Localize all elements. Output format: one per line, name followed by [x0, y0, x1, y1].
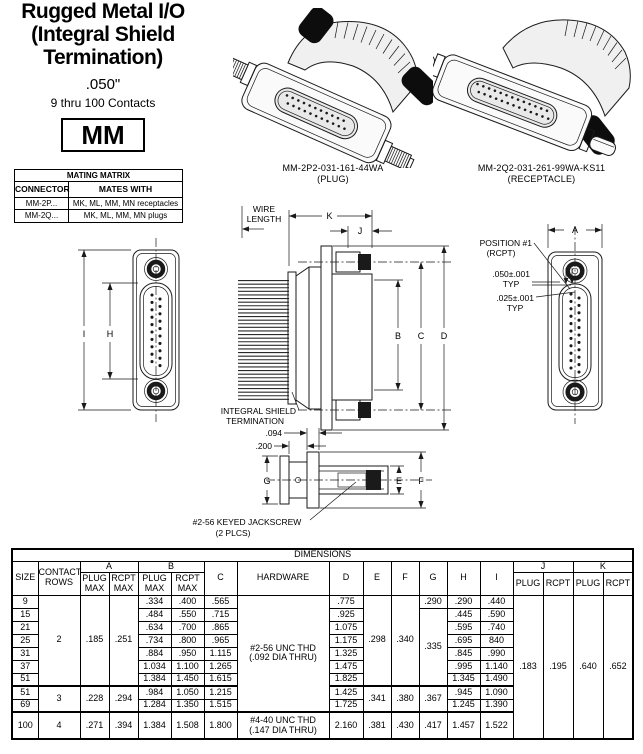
wire-length-label-1: WIRE [252, 204, 276, 214]
col-a: A [80, 561, 138, 572]
cell-d: .925 [329, 608, 363, 621]
cell-a-rcpt: .394 [109, 712, 138, 739]
cell-g: .335 [419, 608, 447, 686]
receptacle-part-number: MM-2Q2-031-261-99WA-KS11 [477, 163, 606, 173]
cell-hardware: #2-56 UNC THD (.092 DIA THRU) [237, 595, 329, 712]
col-hardware: HARDWARE [237, 561, 329, 595]
page-title-line3: Termination) [43, 46, 163, 70]
cell-h: .695 [447, 634, 480, 647]
cell-b-plug: .984 [138, 686, 171, 699]
col-i: I [480, 561, 513, 595]
cell-d: 1.425 [329, 686, 363, 699]
dim-094-label: .094 [265, 428, 282, 438]
cell-b-plug: 1.384 [138, 673, 171, 686]
cell-h: 1.345 [447, 673, 480, 686]
jackscrew-callout-2: (2 PLCS) [215, 528, 251, 538]
cell-d: 1.475 [329, 660, 363, 673]
matrix-connector: MM-2P... [15, 198, 69, 210]
page-title-line1: Rugged Metal I/O [21, 0, 185, 23]
cell-size: 25 [12, 634, 38, 647]
cell-size: 37 [12, 660, 38, 673]
cell-e: .341 [363, 686, 391, 712]
cell-b-plug: .484 [138, 608, 171, 621]
col-g: G [419, 561, 447, 595]
dim-label-g: G [263, 476, 271, 486]
cell-g: .417 [419, 712, 447, 739]
cell-h: .995 [447, 660, 480, 673]
col-k-rcpt: RCPT [603, 572, 633, 595]
contacts-range-label: 9 thru 100 Contacts [50, 96, 156, 111]
cell-b-rcpt: 1.508 [171, 712, 204, 739]
cell-g: .290 [419, 595, 447, 608]
col-j: J [513, 561, 573, 572]
cell-c: 1.265 [204, 660, 237, 673]
cell-c: .865 [204, 621, 237, 634]
cell-f: .380 [391, 686, 419, 712]
cell-i: .440 [480, 595, 513, 608]
cell-j-plug: .183 [513, 595, 543, 739]
cell-f: .340 [391, 595, 419, 686]
cell-b-plug: .884 [138, 647, 171, 660]
cell-b-rcpt: .700 [171, 621, 204, 634]
matrix-connector: MM-2Q... [15, 210, 69, 222]
cell-size: 51 [12, 686, 38, 699]
cell-j-rcpt: .195 [543, 595, 573, 739]
cell-b-rcpt: 1.050 [171, 686, 204, 699]
cell-size: 69 [12, 699, 38, 712]
cell-contact-rows: 2 [38, 595, 80, 686]
wire-length-label-2: LENGTH [246, 214, 282, 224]
cell-i: 1.140 [480, 660, 513, 673]
cell-i: 1.522 [480, 712, 513, 739]
cell-h: .845 [447, 647, 480, 660]
mating-matrix-title: MATING MATRIX [15, 170, 183, 182]
cell-k-plug: .640 [573, 595, 603, 739]
cell-b-rcpt: 1.350 [171, 699, 204, 712]
dim-label-a: A [571, 225, 579, 235]
cell-size: 31 [12, 647, 38, 660]
cell-c: .565 [204, 595, 237, 608]
col-size: SIZE [12, 561, 38, 595]
cell-e: .381 [363, 712, 391, 739]
cell-e: .298 [363, 595, 391, 686]
position1-label-1: POSITION #1 [479, 238, 532, 248]
matrix-col-mates: MATES WITH [69, 182, 183, 198]
cell-k-rcpt: .652 [603, 595, 633, 739]
dim-label-j: J [357, 226, 363, 236]
cell-i: 840 [480, 634, 513, 647]
title-block [0, 0, 206, 152]
cell-b-plug: .634 [138, 621, 171, 634]
plug-type-label: (PLUG) [317, 173, 349, 184]
col-k-plug: PLUG [573, 572, 603, 595]
plug-caption [233, 163, 433, 185]
cell-h: .945 [447, 686, 480, 699]
cell-contact-rows: 3 [38, 686, 80, 712]
col-e: E [363, 561, 391, 595]
cell-b-plug: 1.284 [138, 699, 171, 712]
cell-size: 9 [12, 595, 38, 608]
jackscrew-callout-1: #2-56 KEYED JACKSCREW [192, 517, 302, 527]
cell-b-rcpt: .400 [171, 595, 204, 608]
cell-d: 1.825 [329, 673, 363, 686]
pitch-025-label: .025±.001 [496, 293, 534, 303]
cell-h: 1.457 [447, 712, 480, 739]
dim-label-b: B [394, 331, 402, 341]
cell-b-rcpt: 1.100 [171, 660, 204, 673]
matrix-mates: MK, ML, MM, MN plugs [69, 210, 183, 222]
col-h: H [447, 561, 480, 595]
table-row [12, 595, 633, 608]
matrix-mates: MK, ML, MM, MN receptacles [69, 198, 183, 210]
cell-h: .290 [447, 595, 480, 608]
plug-front-view [78, 238, 179, 422]
col-b-rcpt-max: RCPT MAX [171, 572, 204, 595]
cell-i: .740 [480, 621, 513, 634]
receptacle-illustration [433, 8, 643, 168]
col-c: C [204, 561, 237, 595]
cell-size: 51 [12, 673, 38, 686]
jackscrew-side-view [193, 428, 432, 538]
dimensions-table [11, 548, 634, 740]
cell-h: .595 [447, 621, 480, 634]
dim-label-d: D [440, 331, 448, 341]
dim-label-k: K [326, 211, 333, 221]
cell-a-rcpt: .294 [109, 686, 138, 712]
dim-label-c: C [417, 331, 425, 341]
matrix-col-connector: CONNECTOR [15, 182, 69, 198]
dim-label-i: I [82, 329, 86, 339]
pitch-050-typ: TYP [502, 279, 520, 289]
cell-b-plug: 1.384 [138, 712, 171, 739]
cell-d: 1.325 [329, 647, 363, 660]
page-title-line2: (Integral Shield [31, 23, 175, 47]
cell-i: 1.490 [480, 673, 513, 686]
cell-b-rcpt: .800 [171, 634, 204, 647]
cell-h: .445 [447, 608, 480, 621]
col-d: D [329, 561, 363, 595]
receptacle-caption [440, 163, 643, 185]
cell-c: 1.115 [204, 647, 237, 660]
col-a-rcpt-max: RCPT MAX [109, 572, 138, 595]
cell-b-plug: 1.034 [138, 660, 171, 673]
plug-part-number: MM-2P2-031-161-44WA [282, 163, 384, 173]
col-f: F [391, 561, 419, 595]
dim-label-f: F [418, 476, 424, 486]
cell-c: .965 [204, 634, 237, 647]
col-j-plug: PLUG [513, 572, 543, 595]
cell-a-plug: .271 [80, 712, 109, 739]
cell-i: 1.090 [480, 686, 513, 699]
col-contact-rows: CONTACT ROWS [38, 561, 80, 595]
pitch-label: .050" [85, 76, 121, 94]
cell-b-plug: .734 [138, 634, 171, 647]
cell-a-rcpt: .251 [109, 595, 138, 686]
cell-g: .367 [419, 686, 447, 712]
cell-d: 1.075 [329, 621, 363, 634]
cell-c: .715 [204, 608, 237, 621]
cell-b-plug: .334 [138, 595, 171, 608]
receptacle-type-label: (RECEPTACLE) [507, 173, 576, 184]
technical-drawings [0, 200, 643, 550]
cell-b-rcpt: 1.450 [171, 673, 204, 686]
cell-size: 15 [12, 608, 38, 621]
cell-i: .590 [480, 608, 513, 621]
cell-h: 1.245 [447, 699, 480, 712]
cell-c: 1.800 [204, 712, 237, 739]
col-k: K [573, 561, 633, 572]
receptacle-front-view [480, 224, 602, 424]
cell-a-plug: .228 [80, 686, 109, 712]
position1-label-2: (RCPT) [486, 248, 516, 258]
col-b-plug-max: PLUG MAX [138, 572, 171, 595]
dim-label-e: E [395, 476, 403, 486]
cell-c: 1.615 [204, 673, 237, 686]
col-b: B [138, 561, 204, 572]
dim-table-title: DIMENSIONS [12, 549, 633, 561]
cell-i: .990 [480, 647, 513, 660]
pitch-025-typ: TYP [506, 303, 524, 313]
cell-hardware: #4-40 UNC THD (.147 DIA THRU) [237, 712, 329, 739]
plug-illustration [233, 8, 433, 168]
col-j-rcpt: RCPT [543, 572, 573, 595]
cell-d: 1.175 [329, 634, 363, 647]
integral-shield-label-2: TERMINATION [226, 416, 284, 426]
col-a-plug-max: PLUG MAX [80, 572, 109, 595]
cell-c: 1.215 [204, 686, 237, 699]
pitch-050-label: .050±.001 [492, 269, 530, 279]
cell-a-plug: .185 [80, 595, 109, 686]
cell-f: .430 [391, 712, 419, 739]
cell-contact-rows: 4 [38, 712, 80, 739]
cell-b-rcpt: .550 [171, 608, 204, 621]
cell-i: 1.390 [480, 699, 513, 712]
cell-size: 21 [12, 621, 38, 634]
dim-200-label: .200 [255, 441, 272, 451]
cell-size: 100 [12, 712, 38, 739]
integral-shield-label-1: INTEGRAL SHIELD [220, 406, 296, 416]
cell-c: 1.515 [204, 699, 237, 712]
series-code-box: MM [61, 118, 144, 152]
side-view [221, 204, 452, 430]
cell-d: 1.725 [329, 699, 363, 712]
cell-d: 2.160 [329, 712, 363, 739]
cell-b-rcpt: .950 [171, 647, 204, 660]
cell-d: .775 [329, 595, 363, 608]
dim-label-h: H [106, 329, 114, 339]
